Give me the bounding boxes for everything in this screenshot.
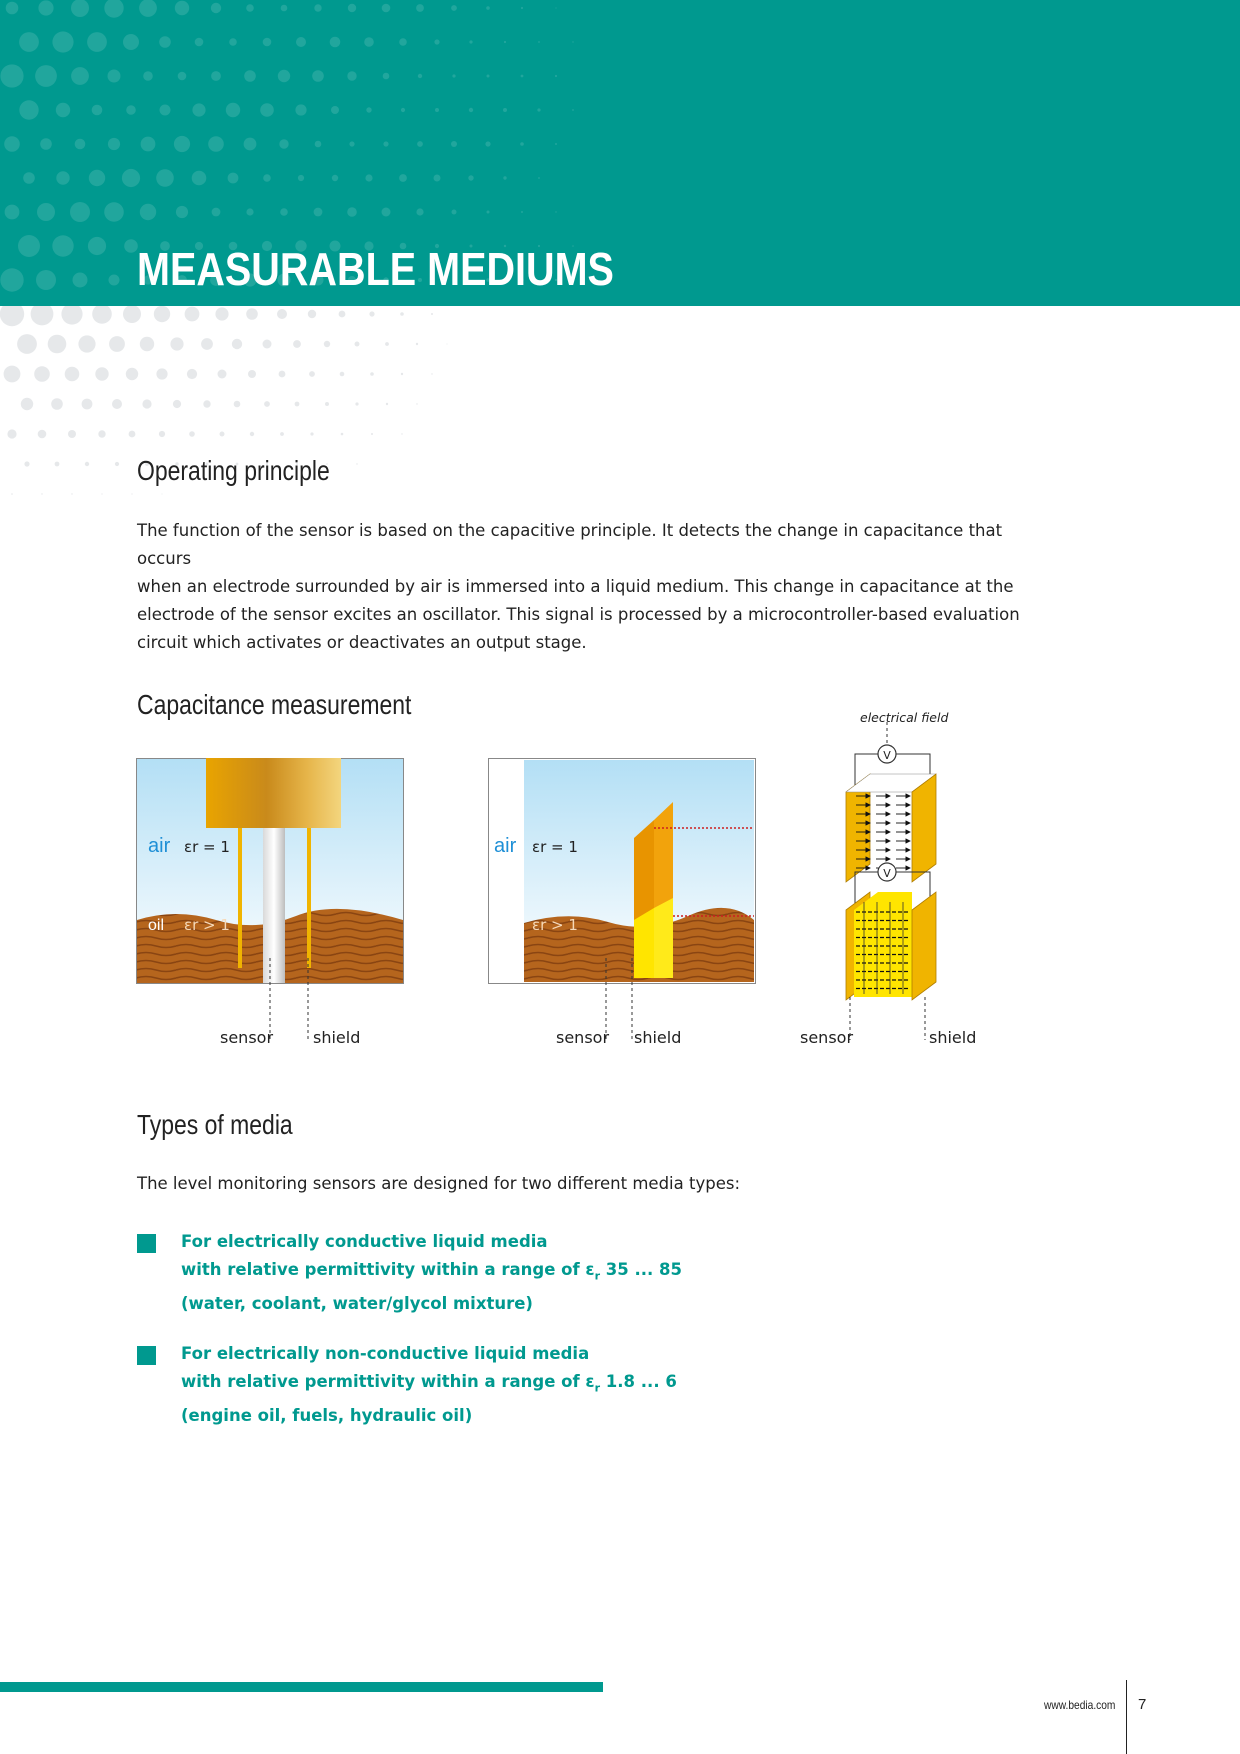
text-line: circuit which activates or deactivates an output stage.: [137, 633, 587, 652]
media-item-line: (engine oil, fuels, hydraulic oil): [181, 1406, 473, 1426]
epsilon-air-label: εr = 1: [532, 838, 578, 856]
diagram1-shield-label: shield: [313, 1028, 361, 1047]
diagram-plate-sensor: [488, 758, 756, 984]
voltmeter-top-label: V: [883, 749, 891, 762]
diagram-electrical-field: [830, 722, 970, 1042]
footer-url[interactable]: www.bedia.com: [1044, 1698, 1116, 1712]
electrical-field-label: electrical field: [860, 710, 949, 725]
operating-principle-text: [137, 517, 1037, 657]
bullet-square-icon: [137, 1234, 156, 1253]
types-of-media-heading: Types of media: [137, 1109, 293, 1140]
media-item-line: with relative permittivity within a range of ε: [181, 1372, 595, 1391]
diagram1-leader-lines: [268, 958, 318, 1043]
subscript-r: r: [594, 1381, 601, 1395]
header-band: [0, 0, 1240, 306]
diagram-probe-sensor: [136, 758, 404, 984]
types-of-media-intro: The level monitoring sensors are designed for two different media types:: [137, 1174, 740, 1193]
media-item-non-conductive: [181, 1340, 677, 1430]
text-line: electrode of the sensor excites an oscillator. This signal is processed by a microcontroller-based evaluation: [137, 605, 1020, 624]
bullet-square-icon: [137, 1346, 156, 1365]
text-line: The function of the sensor is based on the capacitive principle. It detects the change in capacitance that occurs: [137, 521, 1003, 568]
diagram3-sensor-label: sensor: [800, 1028, 854, 1047]
diagram1-sensor-label: sensor: [220, 1028, 274, 1047]
capacitance-heading: Capacitance measurement: [137, 689, 412, 720]
sensor-housing: [206, 758, 341, 828]
footer-bar: [0, 1682, 603, 1692]
media-item-line: For electrically conductive liquid media: [181, 1232, 548, 1251]
media-item-range: 35 ... 85: [600, 1260, 683, 1279]
oil-label: oil: [148, 917, 165, 934]
diagram2-sensor-label: sensor: [556, 1028, 610, 1047]
operating-principle-heading: Operating principle: [137, 455, 330, 486]
electrode-left: [238, 828, 242, 968]
plate-bottom-right: [912, 892, 936, 1000]
epsilon-oil-label: εr > 1: [532, 916, 578, 934]
electrode-right: [307, 828, 311, 968]
air-label: air: [494, 835, 517, 857]
text-line: when an electrode surrounded by air is immersed into a liquid medium. This change in capacitance at the: [137, 577, 1014, 596]
subscript-r: r: [594, 1269, 601, 1283]
diagram3-shield-label: shield: [929, 1028, 977, 1047]
media-item-line: with relative permittivity within a range of ε: [181, 1260, 595, 1279]
air-label: air: [148, 835, 171, 857]
media-item-line: For electrically non-conductive liquid media: [181, 1344, 590, 1363]
footer-divider: [1126, 1680, 1127, 1754]
media-item-line: (water, coolant, water/glycol mixture): [181, 1294, 533, 1314]
voltmeter-bottom-label: V: [883, 867, 891, 880]
diagram2-shield-label: shield: [634, 1028, 682, 1047]
epsilon-air-label: εr = 1: [184, 838, 230, 856]
media-item-range: 1.8 ... 6: [600, 1372, 677, 1391]
media-item-conductive: [181, 1228, 682, 1318]
page-title: MEASURABLE MEDIUMS: [137, 243, 614, 295]
plate-top-right: [912, 774, 936, 882]
plate-right-immersed: [654, 898, 673, 978]
epsilon-oil-label: εr > 1: [184, 916, 230, 934]
page-number: 7: [1138, 1696, 1147, 1713]
